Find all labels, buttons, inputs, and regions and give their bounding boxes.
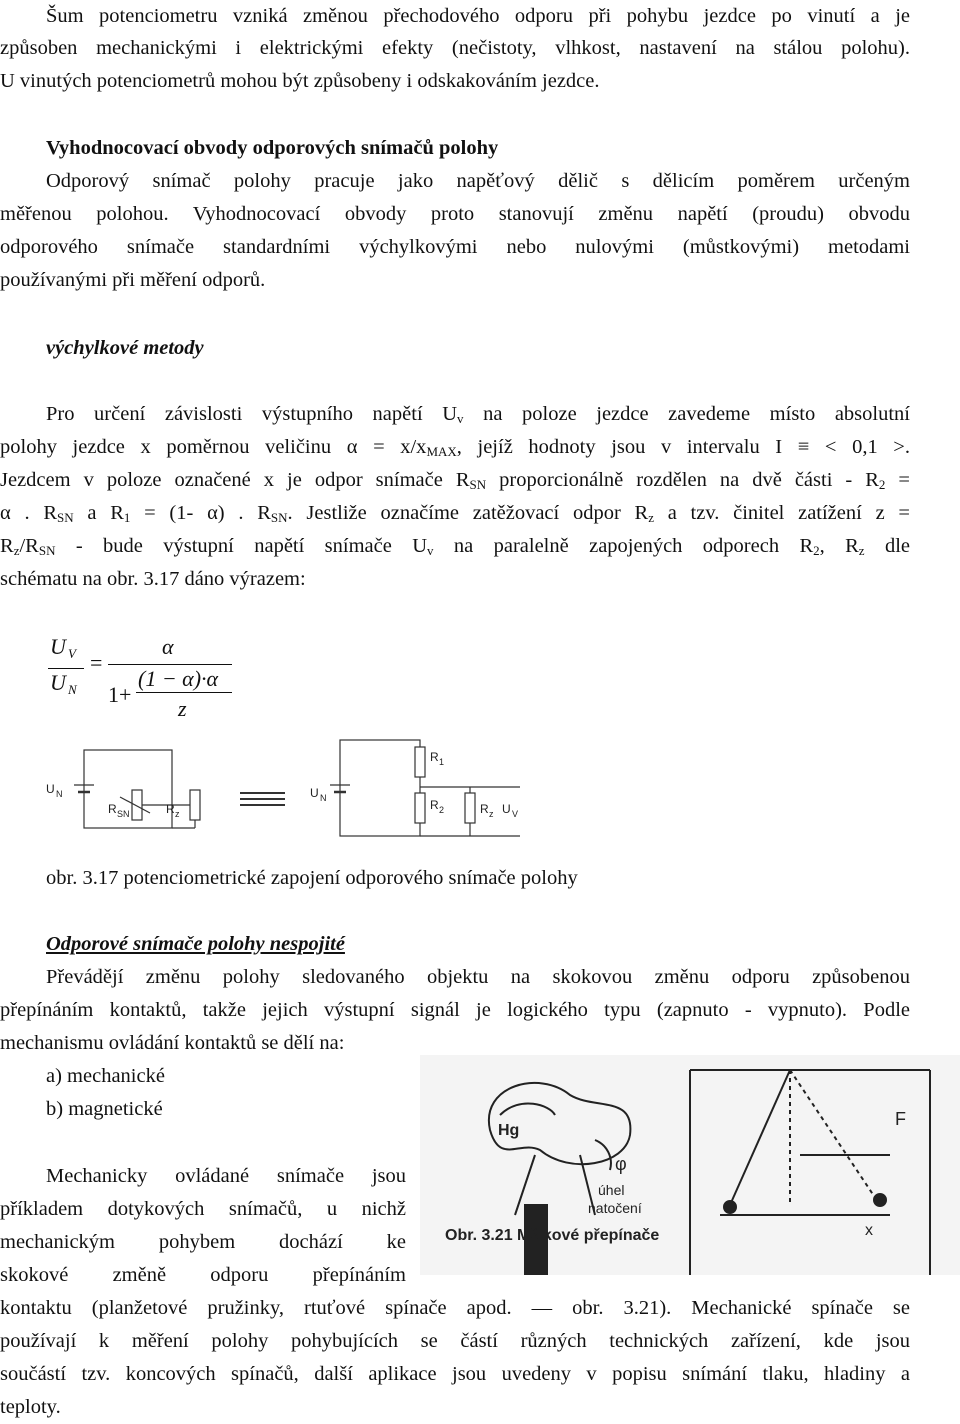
eq-symbol: N [68,682,77,697]
label-un: U [310,786,319,800]
label-sub: N [320,793,327,803]
pendulum-bob [874,1194,886,1206]
text-line: Odporový snímač polohy pracuje jako napěťový dělič s dělicím poměrem určeným [46,170,910,192]
label-sub: z [175,809,180,819]
label-uhel: úhel [598,1182,625,1198]
text-line: příkladem dotykových snímačů, u nichž [0,1198,406,1220]
equivalence-sign [240,793,285,805]
text-line: odporového snímače standardními výchylkovými nebo nulovými (můstkovými) metodami [0,236,910,258]
label-phi: φ [615,1154,627,1174]
text-line: schématu na obr. 3.17 dáno výrazem: [0,568,306,590]
text-line: mechanismu ovládání kontaktů se dělí na: [0,1032,345,1054]
label-natoceni: natočení [588,1200,642,1216]
label-sub: z [489,809,494,819]
eq-symbol: = [90,650,103,675]
label-un: U [46,782,55,796]
label-sub: 2 [439,805,445,815]
text-line: Převádějí změnu polohy sledovaného objektu na skokovou změnu odporu způsobenou [46,966,910,988]
fraction-bar [48,668,84,669]
text-line: Pro určení závislosti výstupního napětí $U_v$ na poloze jezdce zavedeme místo absolutní [46,403,910,426]
text-line: používanými při měření odporů. [0,269,266,291]
resistor-rz [465,793,475,823]
eq-symbol: U [50,634,66,659]
text-line: Šum potenciometru vzniká změnou přechodového odporu při pohybu jezdce po vinutí a je [46,5,910,27]
equation-output-voltage [46,630,306,730]
eq-symbol: α [162,634,174,659]
eq-symbol: z [178,696,187,721]
text-line: $R_z/R_{SN}$ - bude výstupní napětí snímače $U_v$ na paralelně zapojených odporech $R_2$, $R_z$ dle [0,535,910,558]
label-rsn: R [108,802,117,816]
label-sub: N [56,789,63,799]
list-item: a) mechanické [46,1065,165,1087]
label-uv: U [502,802,511,816]
text-line: skokové změně odporu přepínáním [0,1264,406,1286]
pendulum-bob [724,1201,736,1213]
text-line: součástí tzv. koncových spínačů, další aplikace jsou uvedeny v popisu snímání tlaku, hladiny a [0,1363,910,1385]
eq-symbol: V [68,646,76,661]
text-line: Mechanicky ovládané snímače jsou [46,1165,406,1187]
section-heading: Odporové snímače polohy nespojité [46,933,345,955]
text-line: teploty. [0,1396,61,1418]
figure-caption: Obr. 3.21 Mžikové přepínače [445,1227,660,1244]
label-x: x [865,1222,873,1239]
figure-321-snap-switches [420,1055,960,1275]
text-line: způsoben mechanickými i elektrickými efekty (nečistoty, vlhkost, nastavení na stálou polohu). [0,37,910,59]
text-line: mechanickým pohybem dochází ke [0,1231,406,1253]
fraction-bar [136,692,232,693]
fraction-bar [108,664,232,665]
figure-caption: obr. 3.17 potenciometrické zapojení odporového snímače polohy [46,867,578,889]
label-f: F [895,1109,906,1129]
resistor-rz [190,790,200,820]
text-line: Jezdcem v poloze označené x je odpor snímače $R_{SN}$ proporcionálně rozdělen na dvě části - $R_2$ = [0,469,910,492]
eq-symbol: 1+ [108,682,132,707]
circuit-wire [340,740,420,836]
label-r1: R [430,750,439,764]
circuit-figure-317 [40,735,540,845]
text-line: používají k měření polohy pohybujících se částí různých technických zařízení, kde jsou [0,1330,910,1352]
label-sub: 1 [439,757,445,767]
text-line: přepínáním kontaktů, takže jejich výstupní signál je logického typu (zapnuto - vypnuto). Podle [0,999,910,1021]
label-rz: R [480,802,489,816]
label-r2: R [430,798,439,812]
label-sub: SN [117,809,130,819]
text-line: α . $R_{SN}$ a $R_1 = (1-$ α) . $R_{SN}$. Jestliže označíme zatěžovací odpor $R_z$ a tzv. činitel zatížení z = [0,502,910,525]
section-heading: Vyhodnocovací obvody odporových snímačů polohy [46,137,499,159]
label-hg: Hg [498,1122,520,1139]
resistor-r2 [415,793,425,823]
text-line: U vinutých potenciometrů mohou být způsobeny i odskakováním jezdce. [0,70,600,92]
label-rz: R [166,802,175,816]
list-item: b) magnetické [46,1098,163,1120]
subsection-heading: výchylkové metody [46,337,204,359]
label-sub: V [512,809,519,819]
text-line: kontaktu (planžetové pružinky, rtuťové spínače apod. — obr. 3.21). Mechanické spínače se [0,1297,910,1319]
eq-symbol: U [50,670,66,695]
resistor-r1 [415,747,425,777]
eq-symbol: (1 − α)·α [138,666,219,691]
resistor-rsn [132,790,142,820]
text-line: měřenou polohou. Vyhodnocovací obvody proto stanovují změnu napětí (proudu) obvodu [0,203,910,225]
text-line: polohy jezdce x poměrnou veličinu $\alpha = x/x_{MAX}$, jejíž hodnoty jsou v intervalu I ≡ < 0,1 >. [0,436,910,459]
